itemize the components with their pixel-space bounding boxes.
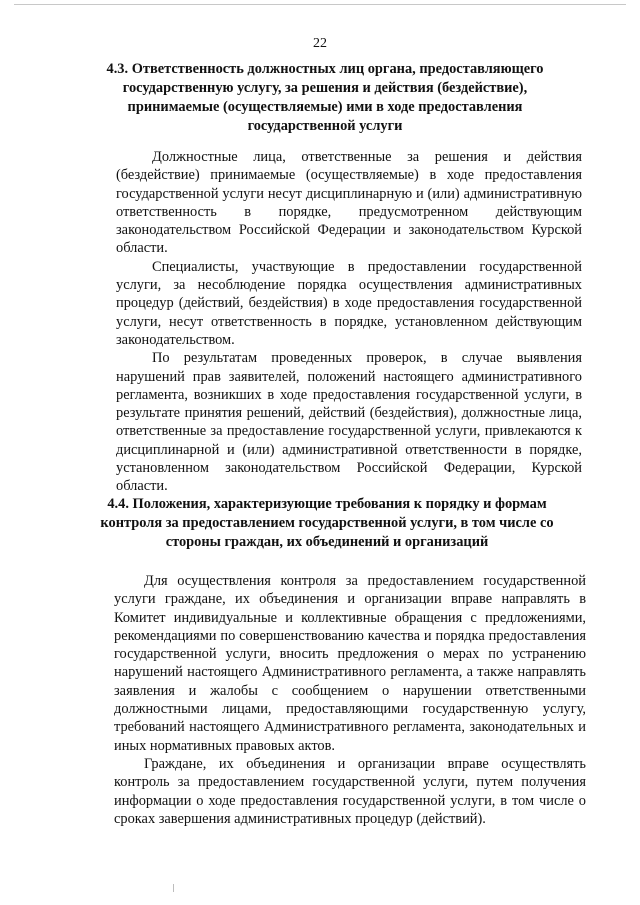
paragraph: Должностные лица, ответственные за решения и действия (бездействие) принимаемые (осуществляемые) в ходе предоставления государственной услуги несут дисциплинарную и (или) административную ответственность в порядке, предусмотренном действующим законодательством Российской Федерации и законодательством Курской области. bbox=[116, 149, 582, 257]
page-number: 22 bbox=[313, 36, 327, 51]
paragraph: Граждане, их объединения и организации вправе осуществлять контроль за предоставлением государственной услуги, путем получения информации о ходе предоставления государственной услуги, в том числе о сроках завершения административных процедур (действий). bbox=[114, 755, 586, 827]
top-scan-rule bbox=[14, 4, 626, 5]
paragraph: Для осуществления контроля за предоставлением государственной услуги граждане, их объединения и организации вправе направлять в Комитет индивидуальные и коллективные обращения с предложениями, рекомендациями по совершенствованию качества и порядка предоставления государственной услуги, вносить предложения о мерах по устранению нарушений настоящего Административного регламента, а также направлять заявления и жалобы с сообщением о нарушении ответственными должностными лицами, предоставляющими государственную услугу, требований настоящего Административного регламента, законодательных и иных нормативных правовых актов. bbox=[114, 573, 586, 754]
scan-artifact bbox=[173, 884, 174, 892]
section-heading-4-4: 4.4. Положения, характеризующие требования к порядку и формам контроля за предоставлением государственной услуги, в том числе со стороны граждан, их объединений и организаций bbox=[100, 496, 554, 550]
section-body-4-3 bbox=[116, 148, 582, 496]
section-body-4-4 bbox=[114, 572, 586, 828]
section-heading-4-3: 4.3. Ответственность должностных лиц органа, предоставляющего государственную услугу, за решения и действия (бездействие), принимаемые (осуществляемые) ими в ходе предоставления государственной услуги bbox=[106, 61, 544, 134]
paragraph: Специалисты, участвующие в предоставлении государственной услуги, за несоблюдение порядка осуществления административных процедур (действий, бездействия) в ходе предоставления государственной услуги, несут ответственность в порядке, установленном действующим законодательством. bbox=[116, 258, 582, 348]
paragraph: По результатам проведенных проверок, в случае выявления нарушений прав заявителей, положений настоящего административного регламента, возникших в ходе предоставления государственной услуги, в результате принятия решений, действий (бездействия), должностные лица, ответственные за предоставление государственной услуги, привлекаются к дисциплинарной и (или) административной ответственности в порядке, установленном законодательством Российской Федерации, Курской области. bbox=[116, 350, 582, 495]
